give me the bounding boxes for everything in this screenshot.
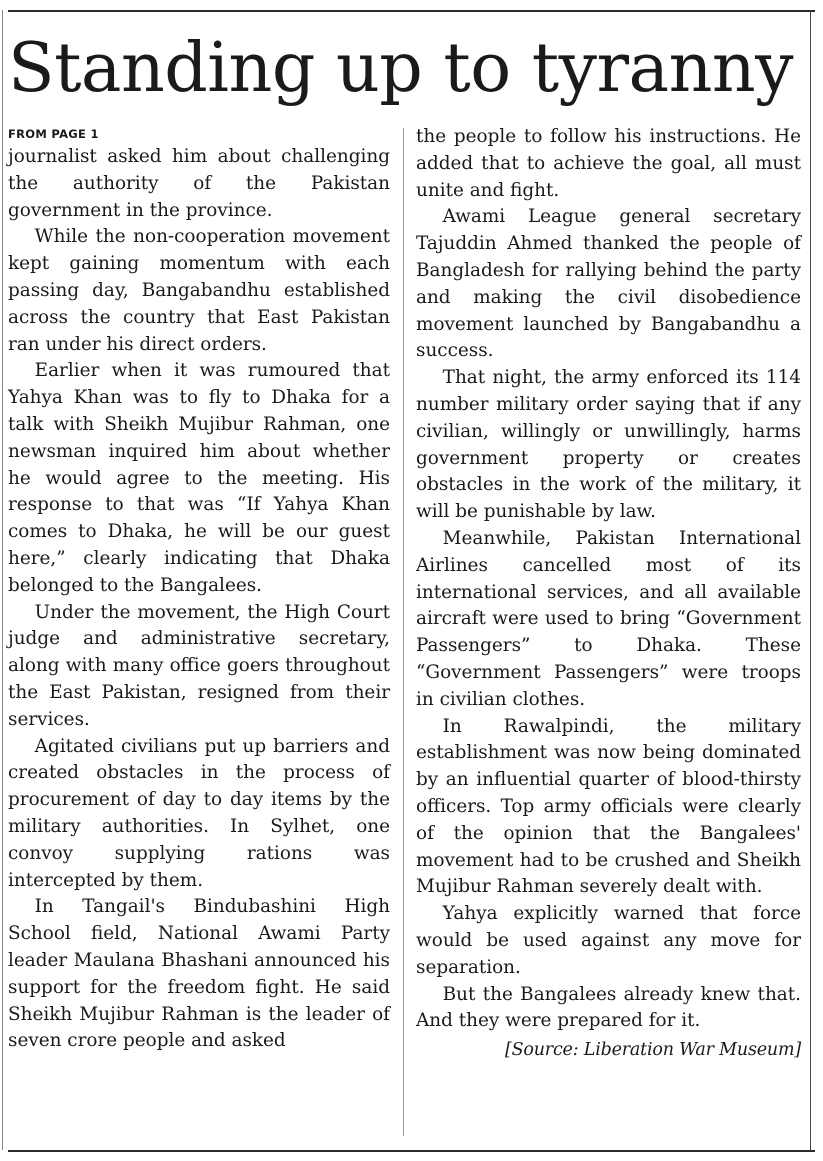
paragraph: Under the movement, the High Court judge and administrative secretary, along with many office goers throughout the East Pakistan, resigned from their services. xyxy=(8,601,390,730)
paragraph: Meanwhile, Pakistan International Airlines cancelled most of its international services, and all available aircraft were used to bring “Government Passengers” to Dhaka. These “Government Passengers” were troops in civilian clothes. xyxy=(416,527,801,710)
paragraph: Awami League general secretary Tajuddin Ahmed thanked the people of Bangladesh for rallying behind the party and making the civil disobedience movement launched by Bangabandhu a success. xyxy=(416,206,801,362)
paragraph: In Tangail's Bindubashini High School field, National Awami Party leader Maulana Bhashani announced his support for the freedom fight. He said Sheikh Mujibur Rahman is the leader of seven crore people and asked xyxy=(8,896,390,1052)
paragraph: While the non-cooperation movement kept gaining momentum with each passing day, Bangabandhu established across the country that East Pakistan ran under his direct orders. xyxy=(8,226,390,355)
paragraph: In Rawalpindi, the military establishment was now being dominated by an influential quarter of blood-thirsty officers. Top army officials were clearly of the opinion that the Bangalees' movement had to be crushed and Sheikh Mujibur Rahman severely dealt with. xyxy=(416,715,801,898)
paragraph: But the Bangalees already knew that. And they were prepared for it. xyxy=(416,983,801,1032)
paragraph: the people to follow his instructions. He added that to achieve the goal, all must unite and fight. xyxy=(416,126,801,201)
paragraph: Yahya explicitly warned that force would be used against any move for separation. xyxy=(416,903,801,978)
article-column-right xyxy=(416,124,801,1065)
paragraph: Earlier when it was rumoured that Yahya Khan was to fly to Dhaka for a talk with Sheikh Mujibur Rahman, one newsman inquired him about whether he would agree to the meeting. His response to that was “If Yahya Khan comes to Dhaka, he will be our guest here,” clearly indicating that Dhaka belonged to the Bangalees. xyxy=(8,360,390,596)
top-rule xyxy=(8,10,815,12)
source-credit: [Source: Liberation War Museum] xyxy=(504,1040,801,1061)
column-divider xyxy=(403,128,404,1136)
bottom-rule xyxy=(8,1150,815,1152)
continuation-kicker: FROM PAGE 1 xyxy=(8,127,99,141)
paragraph: That night, the army enforced its 114 number military order saying that if any civilian, willingly or unwillingly, harms government property or creates obstacles in the work of the military, it will be punishable by law. xyxy=(416,367,801,523)
paragraph: Agitated civilians put up barriers and created obstacles in the process of procurement of day to day items by the military authorities. In Sylhet, one convoy supplying rations was intercepted by them. xyxy=(8,735,390,891)
article-column-left xyxy=(8,124,390,1055)
paragraph: journalist asked him about challenging the authority of the Pakistan government in the province. xyxy=(8,146,390,221)
left-border xyxy=(2,10,3,1150)
headline: Standing up to tyranny xyxy=(8,29,794,108)
right-border xyxy=(810,10,811,1150)
